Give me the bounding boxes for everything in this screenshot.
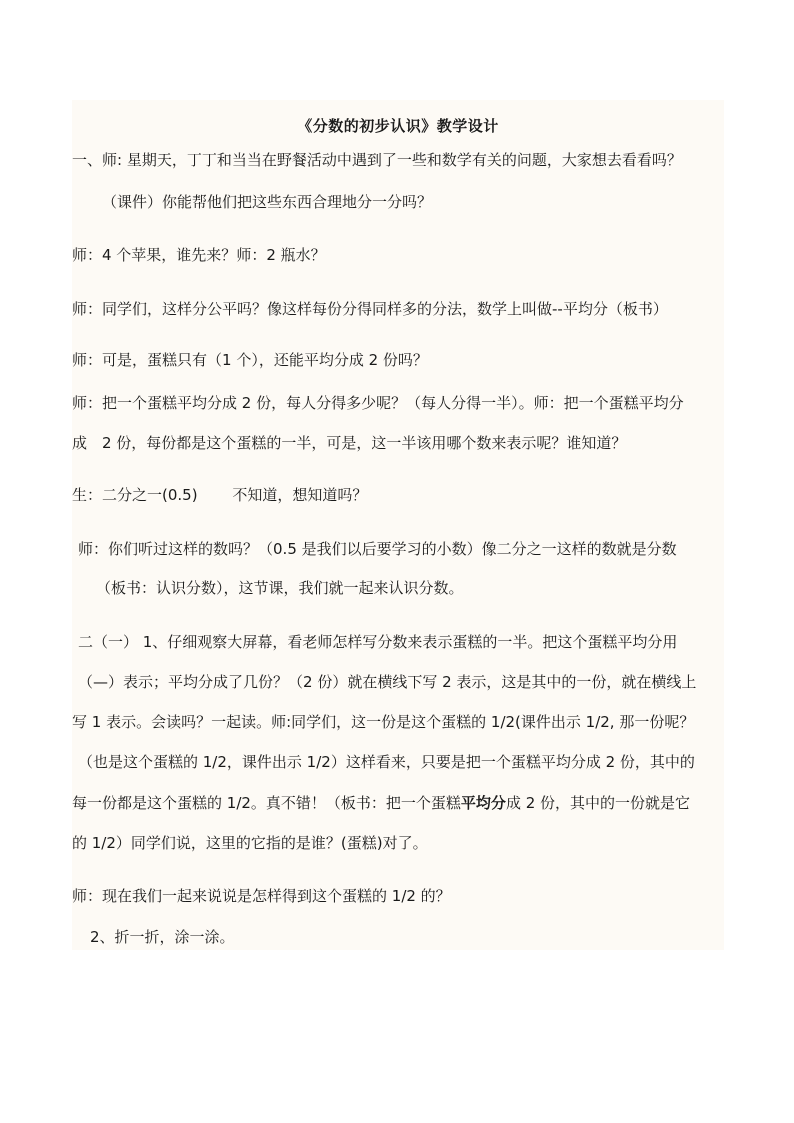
line-segment: 每一份都是这个蛋糕的 1/2。真不错！（板书：把一个蛋糕 <box>72 794 461 812</box>
paragraph-line: （课件）你能帮他们把这些东西合理地分一分吗？ <box>102 193 433 211</box>
paragraph-line: 师：你们听过这样的数吗？（0.5 是我们以后要学习的小数）像二分之一这样的数就是分数 <box>78 540 677 558</box>
paragraph-line: 写 1 表示。会读吗？一起读。师:同学们，这一份是这个蛋糕的 1/2(课件出示 1/2, 那一份呢？ <box>72 713 695 731</box>
paragraph-line: 一、师: 星期天，丁丁和当当在野餐活动中遇到了一些和数学有关的问题，大家想去看看吗？ <box>72 151 682 169</box>
paragraph-line: （—）表示；平均分成了几份？（2 份）就在横线下写 2 表示，这是其中的一份，就在横线上 <box>78 673 697 691</box>
document-page <box>72 100 724 950</box>
document-title: 《分数的初步认识》教学设计 <box>297 117 499 135</box>
paragraph-line: 二（一） 1、仔细观察大屏幕，看老师怎样写分数来表示蛋糕的一半。把这个蛋糕平均分用 <box>78 633 678 651</box>
paragraph-line: 生：二分之一(0.5) 不知道，想知道吗？ <box>72 486 368 504</box>
paragraph-line: 2、折一折，涂一涂。 <box>90 928 235 946</box>
paragraph-line: 师：同学们，这样分公平吗？像这样每份分得同样多的分法，数学上叫做--平均分（板书） <box>72 300 668 318</box>
paragraph-line <box>72 793 690 813</box>
paragraph-line: 师：把一个蛋糕平均分成 2 份，每人分得多少呢？（每人分得一半）。师：把一个蛋糕平均分 <box>72 394 684 412</box>
line-segment: 成 2 份，其中的一份就是它 <box>505 794 691 812</box>
paragraph-line: （也是这个蛋糕的 1/2，课件出示 1/2）这样看来，只要是把一个蛋糕平均分成 2 份，其中的 <box>78 753 695 771</box>
bold-phrase: 平均分 <box>460 794 506 812</box>
paragraph-line: 的 1/2）同学们说，这里的它指的是谁？(蛋糕)对了。 <box>72 834 428 852</box>
paragraph-line: 师：4 个苹果，谁先来？师：2 瓶水？ <box>72 246 326 264</box>
paragraph-line: 成 2 份，每份都是这个蛋糕的一半，可是，这一半该用哪个数来表示呢？谁知道？ <box>72 434 627 452</box>
paragraph-line: 师：现在我们一起来说说是怎样得到这个蛋糕的 1/2 的？ <box>72 887 451 905</box>
paragraph-line: 师：可是，蛋糕只有（1 个），还能平均分成 2 份吗？ <box>72 351 428 369</box>
paragraph-line: （板书：认识分数），这节课，我们就一起来认识分数。 <box>96 579 464 597</box>
